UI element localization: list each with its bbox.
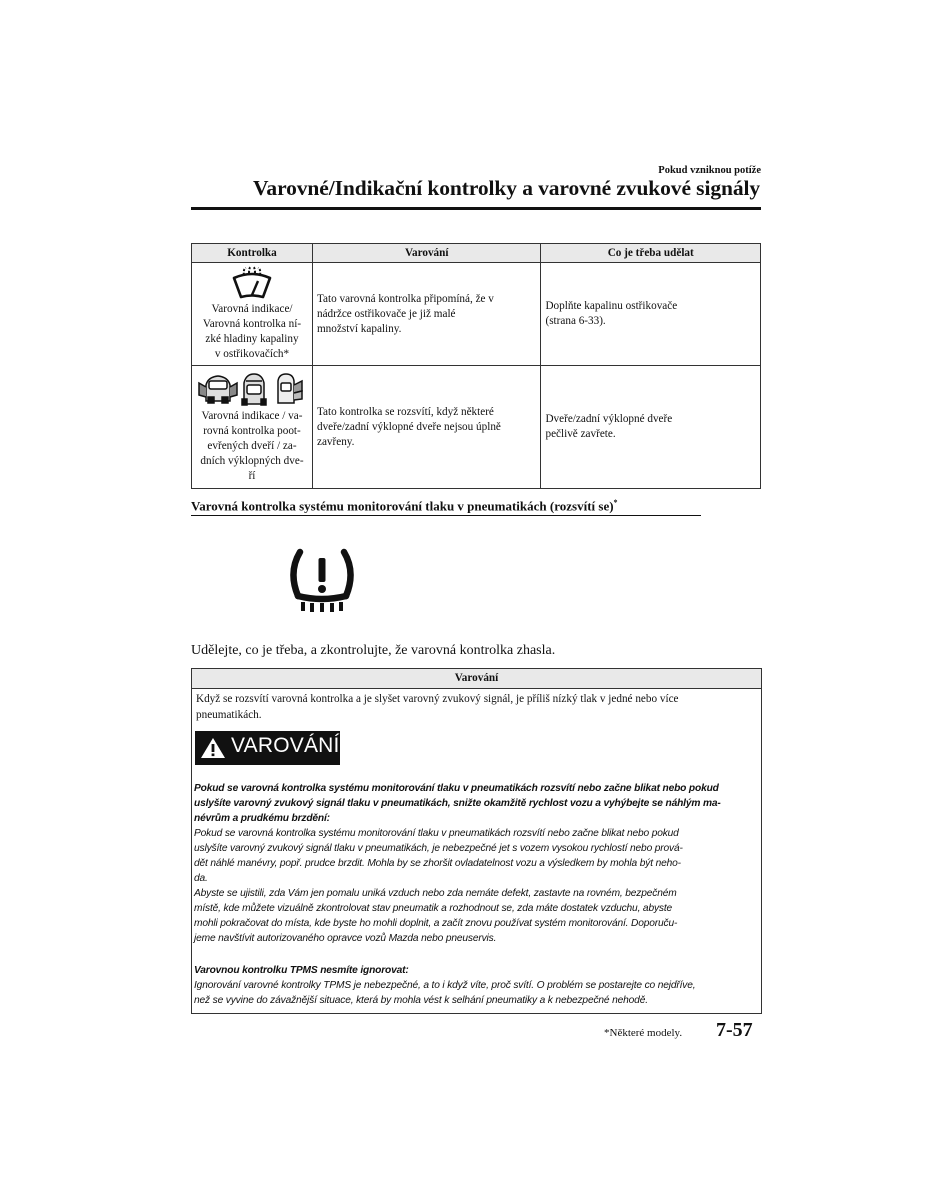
bold-line: Pokud se varovná kontrolka systému monitorování tlaku v pneumatikách rozsvítí nebo začne blikat nebo pokud (194, 783, 719, 794)
paragraph-line: místě, kde můžete vizuálně zkontrolovat stav pneumatik a rozhodnout se, zda máte dostatek vzduchu, abyste (194, 903, 673, 914)
washer-fluid-icon (229, 266, 275, 300)
warning-box (191, 668, 762, 1014)
paragraph-line: mohli pokračovat do místa, kde byste ho mohli doplnit, a začít znovu používat systém monitorování. Doporuču- (194, 918, 678, 929)
table-row (192, 366, 761, 489)
warning-cell (312, 263, 540, 366)
warning-text-line: nádržce ostřikovače je již malé (316, 307, 456, 320)
action-text-line: pečlivě zavřete. (545, 428, 616, 440)
tire-pressure-warning-icon (286, 546, 358, 614)
bold-line: Varovnou kontrolku TPMS nesmíte ignorovat: (194, 965, 409, 976)
footnote-mark: * (613, 498, 618, 507)
action-text-line: (strana 6-33). (545, 315, 606, 327)
paragraph-line: Abyste se ujistili, zda Vám jen pomalu uniká vzduch nebo zda nemáte defekt, zastavte na rovném, bezpečném (194, 888, 677, 899)
warning-triangle-icon (200, 737, 226, 759)
indicator-label-line: Varovná indikace/ (211, 303, 293, 315)
action-cell (541, 366, 761, 489)
column-header-warning: Varování (312, 244, 540, 263)
tpms-heading-text: Varovná kontrolka systému monitorování tlaku v pneumatikách (rozsvítí se) (191, 498, 614, 514)
warning-box-line: Když se rozsvítí varovná kontrolka a je slyšet varovný zvukový signál, je příliš nízký tlak v jedné nebo více (196, 693, 679, 705)
paragraph-line: Ignorování varovné kontrolky TPMS je nebezpečné, a to i když víte, proč svítí. O problém se postarejte co nejdříve, (194, 980, 696, 991)
bold-line: névrům a prudkému brzdění: (194, 813, 330, 824)
table-row (192, 263, 761, 366)
warning-box-text (196, 691, 756, 723)
paragraph-line: jeme navštívit autorizovaného opravce vozů Mazda nebo pneuservis. (194, 933, 497, 944)
indicator-cell (192, 366, 313, 489)
indicator-label-line: ří (248, 469, 256, 482)
warning-text-line: množství kapaliny. (316, 322, 402, 335)
warning-text-line: zavřeny. (316, 435, 355, 448)
column-header-indicator: Kontrolka (192, 244, 313, 263)
action-cell (541, 263, 761, 366)
indicator-label-line: zké hladiny kapaliny (205, 333, 299, 345)
warning-box-line: pneumatikách. (196, 709, 262, 721)
bold-line: uslyšíte varovný zvukový signál tlaku v pneumatikách, snižte okamžitě rychlost vozu a vyhýbejte se náhlým ma- (194, 798, 721, 809)
column-header-action: Co je třeba udělat (541, 244, 761, 263)
indicator-cell (192, 263, 313, 366)
warning-text-line: dveře/zadní výklopné dveře nejsou úplně (316, 420, 501, 433)
tpms-section-heading (191, 498, 618, 514)
instruction-text: Udělejte, co je třeba, a zkontrolujte, že varovná kontrolka zhasla. (191, 643, 556, 658)
paragraph-line: dět náhlé manévry, popř. prudce brzdit. Mohla by se zhoršit ovladatelnost vozu a výsledkem by mohla být neho- (194, 858, 681, 869)
warning-text-line: Tato kontrolka se rozsvítí, když některé (316, 405, 494, 418)
paragraph-line: Pokud se varovná kontrolka systému monitorování tlaku v pneumatikách rozsvítí nebo začne blikat nebo pokud (194, 828, 679, 839)
warning-paragraph-tpms (194, 963, 759, 1008)
warning-paragraph-bold (194, 781, 759, 946)
warning-banner-label: VAROVÁNÍ (231, 734, 340, 757)
indicator-label-line: dních výklopných dve- (200, 454, 304, 467)
page-number: 7-57 (716, 1019, 753, 1041)
heading-underline (191, 515, 701, 516)
paragraph-line: uslyšíte varovný zvukový signál tlaku v pneumatikách, je nebezpečné jet s vozem vysokou rychlostí nebo prová- (194, 843, 683, 854)
paragraph-line: než se vyvine do závažnější situace, která by mohla vést k selhání pneumatiky a k nebezpečné nehodě. (194, 995, 648, 1006)
indicator-label-line: evřených dveří / za- (207, 439, 297, 452)
indicator-table (191, 243, 761, 489)
page-title: Varovné/Indikační kontrolky a varovné zvukové signály (252, 176, 760, 200)
door-open-icon (196, 371, 308, 407)
section-title: Pokud vzniknou potíže (658, 165, 761, 176)
warning-text-line: Tato varovná kontrolka připomíná, že v (316, 292, 494, 305)
title-divider (191, 207, 761, 210)
footnote: *Některé modely. (604, 1027, 683, 1039)
warning-cell (312, 366, 540, 489)
table-header-row (192, 244, 761, 263)
indicator-label-line: v ostřikovačích* (214, 348, 290, 360)
indicator-label-line: Varovná indikace / va- (201, 409, 303, 422)
paragraph-line: da. (194, 873, 208, 884)
warning-banner (195, 731, 340, 765)
indicator-label-line: rovná kontrolka poot- (203, 424, 301, 437)
warning-box-header: Varování (192, 669, 761, 689)
action-text-line: Dveře/zadní výklopné dveře (545, 413, 673, 425)
action-text-line: Doplňte kapalinu ostřikovače (545, 300, 678, 312)
indicator-label-line: Varovná kontrolka ní- (202, 318, 302, 330)
